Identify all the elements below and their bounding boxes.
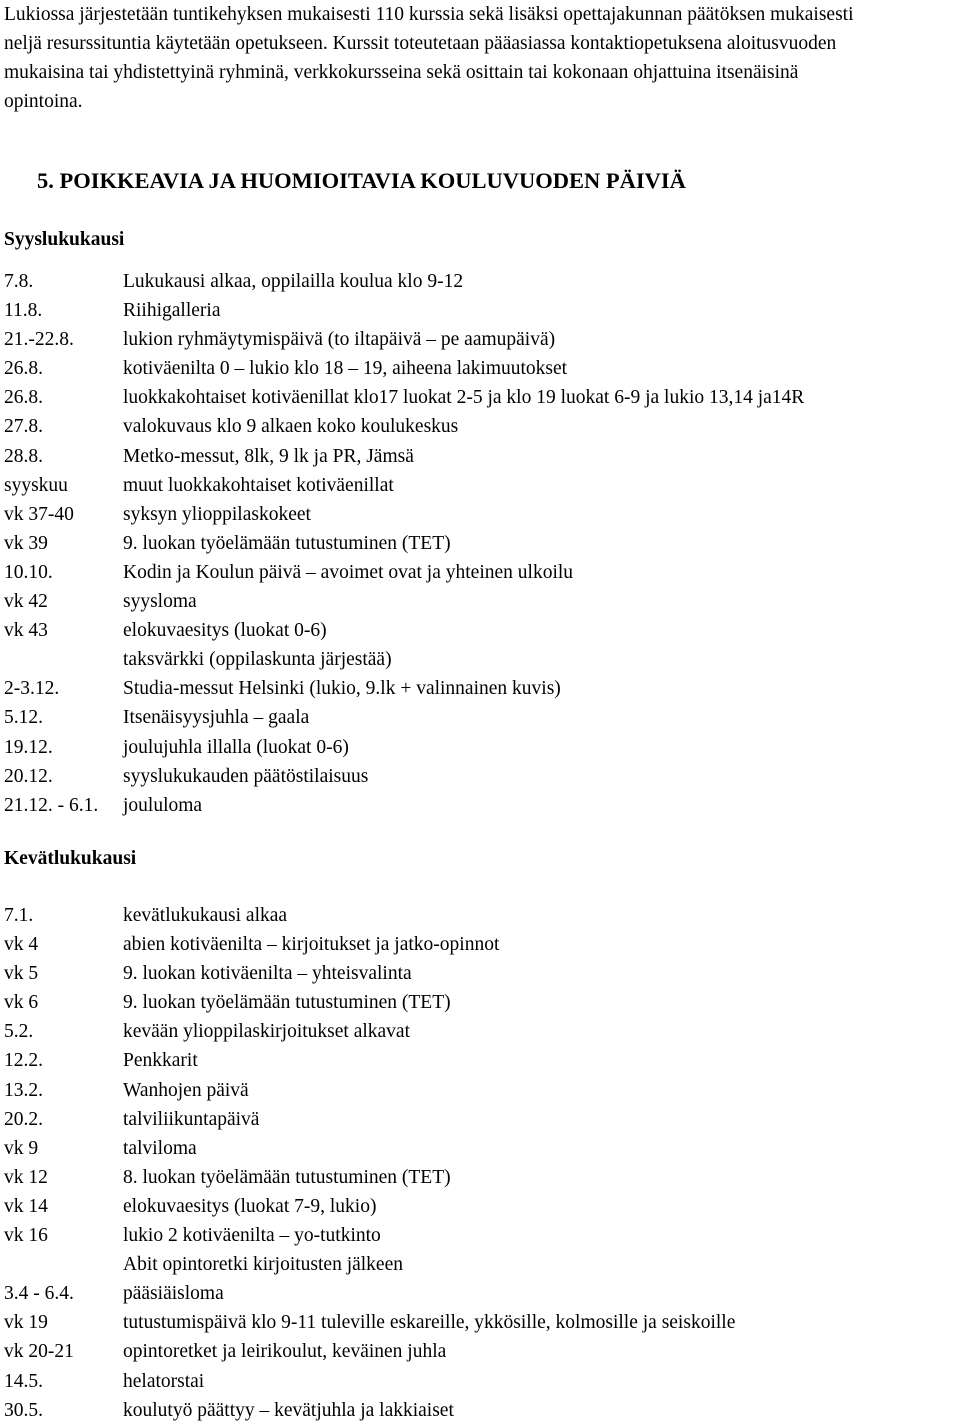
event-date: 30.5. [4, 1399, 43, 1421]
event-description: kevätlukukausi alkaa [123, 905, 288, 926]
event-date: vk 42 [4, 591, 48, 613]
event-date: 20.2. [4, 1108, 43, 1130]
event-date: 21.-22.8. [4, 329, 74, 351]
event-description: kotiväenilta 0 – lukio klo 18 – 19, aiheena lakimuutokset [123, 358, 568, 380]
event-description: Wanhojen päivä [123, 1079, 249, 1101]
event-description: Riihigalleria [123, 300, 221, 322]
event-date: 20.12. [4, 765, 53, 787]
event-date: vk 19 [4, 1312, 48, 1334]
event-description: taksvärkki (oppilaskunta järjestää) [123, 649, 392, 671]
event-description: pääsiäisloma [123, 1283, 224, 1305]
section-heading: 5. POIKKEAVIA JA HUOMIOITAVIA KOULUVUODEN PÄIVIÄ [37, 168, 686, 193]
event-date: vk 16 [4, 1225, 48, 1247]
event-description: Itsenäisyysjuhla – gaala [123, 707, 310, 729]
event-date: 26.8. [4, 358, 43, 380]
intro-line: mukaisina tai yhdistettyinä ryhminä, verkkokursseina sekä osittain tai kokonaan ohjattuina itsenäisinä [4, 62, 799, 83]
event-date: 5.12. [4, 707, 43, 729]
event-date: vk 39 [4, 532, 48, 554]
event-date: vk 14 [4, 1195, 48, 1217]
event-description: talviloma [123, 1137, 197, 1159]
event-date: vk 5 [4, 963, 39, 985]
event-date: vk 4 [4, 934, 39, 956]
event-date: 27.8. [4, 416, 43, 438]
event-date: 5.2. [4, 1021, 34, 1043]
event-date: 2-3.12. [4, 678, 60, 700]
event-date: 7.1. [4, 905, 34, 926]
event-date: vk 20-21 [4, 1341, 74, 1363]
event-description: lukio 2 kotiväenilta – yo-tutkinto [123, 1225, 381, 1247]
event-date: syyskuu [4, 474, 68, 496]
event-description: Studia-messut Helsinki (lukio, 9.lk + valinnainen kuvis) [123, 678, 561, 700]
event-description: muut luokkakohtaiset kotiväenillat [123, 474, 394, 496]
intro-line: Lukiossa järjestetään tuntikehyksen mukaisesti 110 kurssia sekä lisäksi opettajakunnan päätöksen mukaisesti [4, 4, 854, 25]
event-description: kevään ylioppilaskirjoitukset alkavat [123, 1021, 411, 1043]
event-description: helatorstai [123, 1370, 205, 1392]
event-date: 13.2. [4, 1079, 43, 1101]
event-description: luokkakohtaiset kotiväenillat klo17 luokat 2-5 ja klo 19 luokat 6-9 ja lukio 13,14 ja14R [123, 387, 805, 409]
event-date: 10.10. [4, 561, 53, 583]
event-description: tutustumispäivä klo 9-11 tuleville eskareille, ykkösille, kolmosille ja seiskoille [123, 1312, 736, 1334]
event-description: 9. luokan työelämään tutustuminen (TET) [123, 532, 451, 554]
event-date: 7.8. [4, 271, 34, 292]
event-description: Kodin ja Koulun päivä – avoimet ovat ja yhteinen ulkoilu [123, 561, 574, 583]
intro-paragraph [4, 0, 956, 116]
event-date: 26.8. [4, 387, 43, 409]
event-date: 14.5. [4, 1370, 43, 1392]
spring-term-title: Kevätlukukausi [4, 848, 137, 869]
event-date: 19.12. [4, 736, 53, 758]
event-description: lukion ryhmäytymispäivä (to iltapäivä – pe aamupäivä) [123, 329, 556, 351]
event-description: elokuvaesitys (luokat 7-9, lukio) [123, 1195, 377, 1217]
event-description: 9. luokan kotiväenilta – yhteisvalinta [123, 963, 412, 985]
intro-line: neljä resurssituntia käytetään opetukseen. Kurssit toteutetaan pääasiassa kontaktiopetuksena aloitusvuoden [4, 33, 837, 54]
event-description: joululoma [123, 794, 203, 816]
event-description: Abit opintoretki kirjoitusten jälkeen [123, 1254, 403, 1276]
event-date: 3.4 - 6.4. [4, 1283, 74, 1305]
event-description: Metko-messut, 8lk, 9 lk ja PR, Jämsä [123, 445, 414, 467]
event-description: koulutyö päättyy – kevätjuhla ja lakkiaiset [123, 1399, 454, 1421]
event-description: valokuvaus klo 9 alkaen koko koulukeskus [123, 416, 459, 438]
event-date: vk 43 [4, 620, 48, 642]
event-description: joulujuhla illalla (luokat 0-6) [123, 736, 349, 758]
event-date: vk 6 [4, 992, 39, 1014]
event-description: 9. luokan työelämään tutustuminen (TET) [123, 992, 451, 1014]
event-description: 8. luokan työelämään tutustuminen (TET) [123, 1166, 451, 1188]
event-date: 21.12. - 6.1. [4, 794, 99, 816]
event-description: elokuvaesitys (luokat 0-6) [123, 620, 327, 642]
event-date: 11.8. [4, 300, 43, 322]
event-description: syksyn ylioppilaskokeet [123, 503, 311, 525]
event-description: opintoretket ja leirikoulut, keväinen juhla [123, 1341, 447, 1363]
event-description: syysloma [123, 591, 197, 613]
event-description: talviliikuntapäivä [123, 1108, 260, 1130]
event-date: vk 9 [4, 1137, 39, 1159]
event-description: Lukukausi alkaa, oppilailla koulua klo 9-12 [123, 271, 464, 292]
event-description: Penkkarit [123, 1050, 198, 1072]
event-description: abien kotiväenilta – kirjoitukset ja jatko-opinnot [123, 934, 500, 956]
event-date: vk 37-40 [4, 503, 74, 525]
event-date: 28.8. [4, 445, 43, 467]
event-date: vk 12 [4, 1166, 48, 1188]
event-description: syyslukukauden päätöstilaisuus [123, 765, 369, 787]
event-date: 12.2. [4, 1050, 43, 1072]
intro-line: opintoina. [4, 91, 83, 112]
autumn-term-title: Syyslukukausi [4, 229, 125, 250]
